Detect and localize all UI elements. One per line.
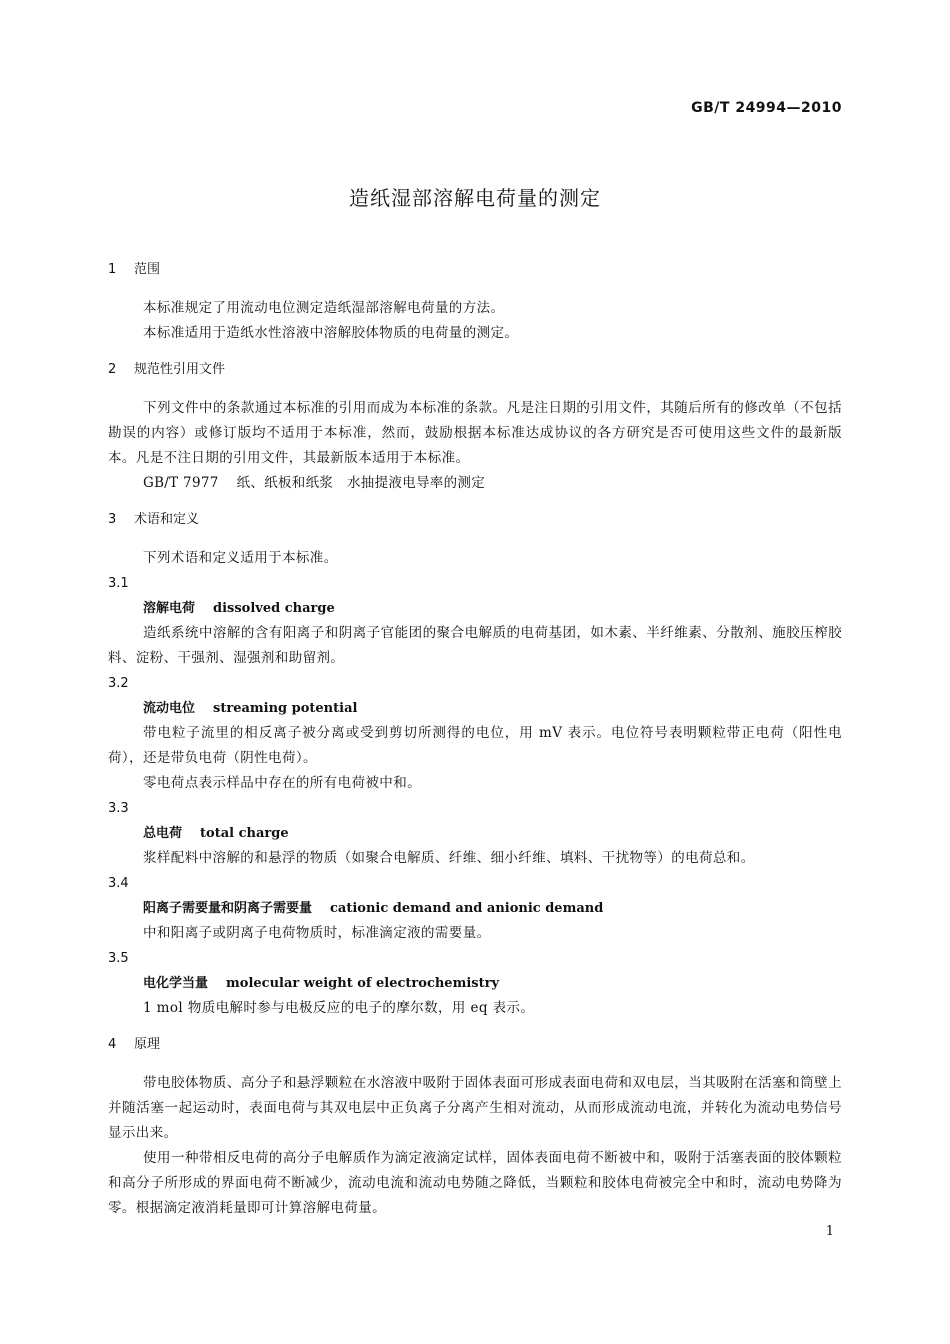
section-title: 范围 bbox=[134, 262, 161, 277]
document-title: 造纸湿部溶解电荷量的测定 bbox=[349, 186, 601, 210]
page-number: 1 bbox=[825, 1224, 834, 1239]
section-number: 1 bbox=[108, 262, 117, 277]
term-zh: 流动电位 bbox=[143, 701, 196, 716]
section-title: 原理 bbox=[134, 1037, 161, 1052]
section-2-heading bbox=[108, 358, 842, 382]
term-3-5-name bbox=[108, 971, 842, 996]
term-3-5-number: 3.5 bbox=[108, 951, 129, 966]
term-3-2-note: 零电荷点表示样品中存在的所有电荷被中和。 bbox=[143, 775, 421, 791]
section-3-heading bbox=[108, 508, 842, 532]
section-2-paragraph-1: 下列文件中的条款通过本标准的引用而成为本标准的条款。凡是注日期的引用文件，其随后所有的修改单（不包括勘误的内容）或修订版均不适用于本标准，然而，鼓励根据本标准达成协议的各方研究是否可使用这些文件的最新版本。凡是不注日期的引用文件，其最新版本适用于本标准。 bbox=[108, 400, 842, 466]
term-3-3-name bbox=[108, 821, 842, 846]
section-1-heading bbox=[108, 258, 842, 282]
term-3-2-definition: 带电粒子流里的相反离子被分离或受到剪切所测得的电位，用 mV 表示。电位符号表明颗粒带正电荷（阳性电荷），还是带负电荷（阴性电荷）。 bbox=[108, 725, 842, 766]
document-body bbox=[108, 258, 842, 1221]
term-zh: 总电荷 bbox=[143, 826, 183, 841]
section-title: 术语和定义 bbox=[134, 512, 200, 527]
term-en: streaming potential bbox=[213, 701, 358, 716]
section-number: 4 bbox=[108, 1037, 117, 1052]
term-3-1-definition: 造纸系统中溶解的含有阳离子和阴离子官能团的聚合电解质的电荷基团，如木素、半纤维素、分散剂、施胶压榨胶料、淀粉、干强剂、湿强剂和助留剂。 bbox=[108, 625, 842, 666]
reference-code: GB/T 7977 bbox=[143, 475, 219, 491]
term-3-2-name bbox=[108, 696, 842, 721]
section-4-paragraph-1: 带电胶体物质、高分子和悬浮颗粒在水溶液中吸附于固体表面可形成表面电荷和双电层，当其吸附在活塞和筒壁上并随活塞一起运动时，表面电荷与其双电层中正负离子分离产生相对流动，从而形成流动电流，并转化为流动电势信号显示出来。 bbox=[108, 1075, 842, 1141]
section-1-paragraph-1: 本标准规定了用流动电位测定造纸湿部溶解电荷量的方法。 bbox=[143, 300, 505, 316]
term-3-4-definition: 中和阳离子或阴离子电荷物质时，标准滴定液的需要量。 bbox=[143, 925, 491, 941]
term-3-4-name bbox=[108, 896, 842, 921]
term-3-3-number: 3.3 bbox=[108, 801, 129, 816]
term-3-4-number: 3.4 bbox=[108, 876, 129, 891]
term-zh: 阳离子需要量和阴离子需要量 bbox=[143, 901, 313, 916]
section-4-paragraph-2: 使用一种带相反电荷的高分子电解质作为滴定液滴定试样，固体表面电荷不断被中和，吸附于活塞表面的胶体颗粒和高分子所形成的界面电荷不断减少，流动电流和流动电势随之降低，当颗粒和胶体电荷被完全中和时，流动电势降为零。根据滴定液消耗量即可计算溶解电荷量。 bbox=[108, 1150, 842, 1216]
section-number: 3 bbox=[108, 512, 117, 527]
term-3-5-definition: 1 mol 物质电解时参与电极反应的电子的摩尔数，用 eq 表示。 bbox=[143, 1000, 535, 1016]
normative-reference bbox=[108, 471, 842, 496]
section-4-heading bbox=[108, 1033, 842, 1057]
standard-code: GB/T 24994—2010 bbox=[691, 100, 842, 116]
section-title: 规范性引用文件 bbox=[134, 362, 226, 377]
section-3-intro: 下列术语和定义适用于本标准。 bbox=[143, 550, 338, 566]
term-3-1-number: 3.1 bbox=[108, 576, 129, 591]
term-zh: 电化学当量 bbox=[143, 976, 209, 991]
term-3-2-number: 3.2 bbox=[108, 676, 129, 691]
term-en: total charge bbox=[200, 826, 289, 841]
section-1-paragraph-2: 本标准适用于造纸水性溶液中溶解胶体物质的电荷量的测定。 bbox=[143, 325, 519, 341]
term-zh: 溶解电荷 bbox=[143, 601, 196, 616]
term-3-1-name bbox=[108, 596, 842, 621]
term-en: dissolved charge bbox=[213, 601, 335, 616]
section-number: 2 bbox=[108, 362, 117, 377]
term-en: molecular weight of electrochemistry bbox=[226, 976, 499, 991]
reference-title: 纸、纸板和纸浆 水抽提液电导率的测定 bbox=[236, 475, 486, 491]
term-en: cationic demand and anionic demand bbox=[330, 901, 604, 916]
term-3-3-definition: 浆样配料中溶解的和悬浮的物质（如聚合电解质、纤维、细小纤维、填料、干扰物等）的电荷总和。 bbox=[143, 850, 755, 866]
